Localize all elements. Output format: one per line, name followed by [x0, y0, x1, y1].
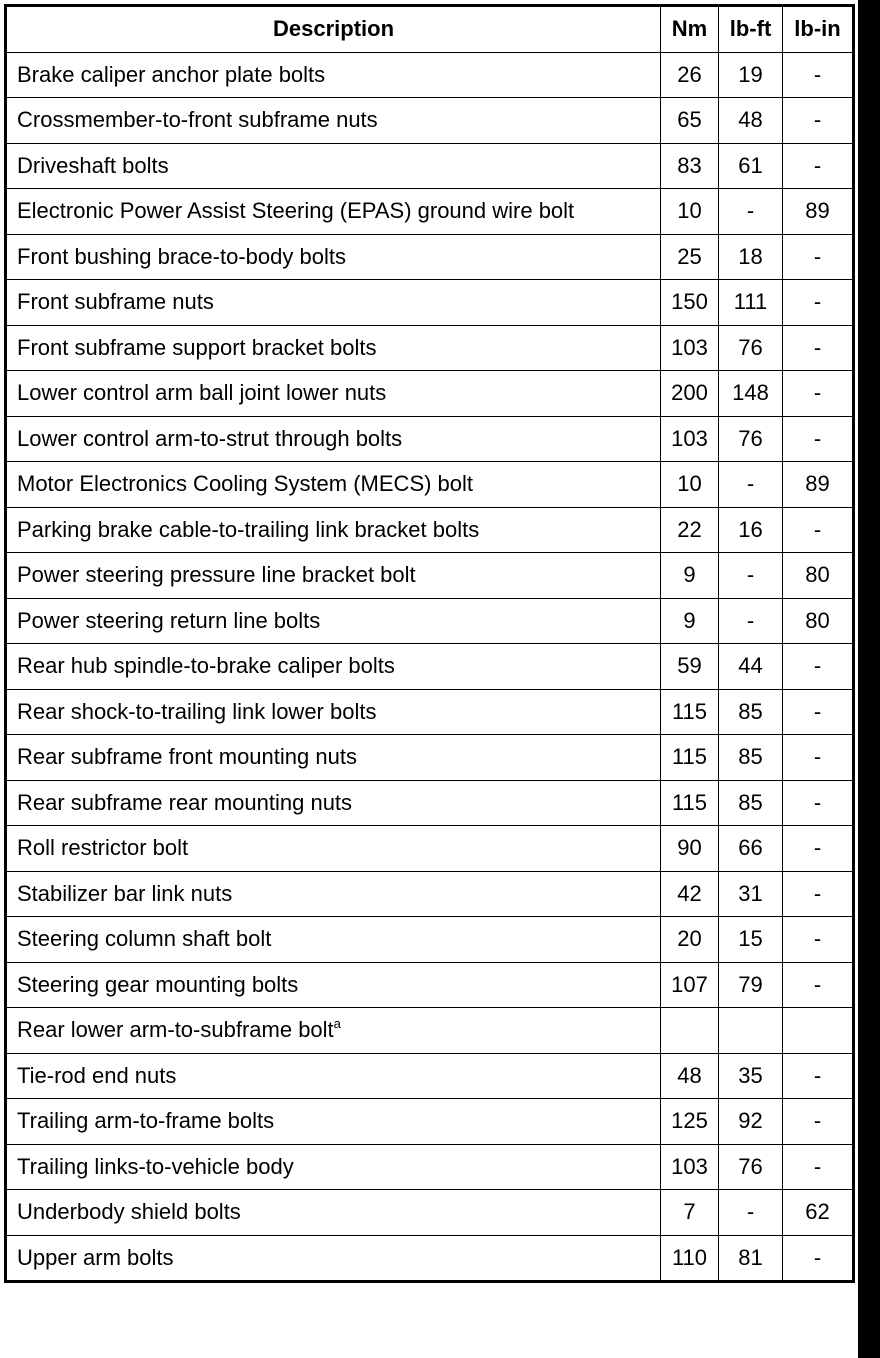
description-text: Tie-rod end nuts [17, 1062, 177, 1088]
cell-lbin: - [783, 52, 854, 98]
table-row [6, 780, 854, 826]
table-row [6, 735, 854, 781]
cell-description [6, 98, 661, 144]
table-row [6, 143, 854, 189]
table-row [6, 1053, 854, 1099]
description-text: Steering column shaft bolt [17, 926, 272, 952]
table-row [6, 1144, 854, 1190]
cell-nm: 103 [661, 1144, 719, 1190]
cell-nm: 103 [661, 416, 719, 462]
description-text: Driveshaft bolts [17, 152, 169, 178]
cell-lbft: 76 [719, 325, 783, 371]
description-text: Crossmember-to-front subframe nuts [17, 107, 378, 133]
table-row [6, 1008, 854, 1054]
cell-description [6, 52, 661, 98]
cell-description [6, 143, 661, 189]
table-row [6, 325, 854, 371]
cell-description [6, 234, 661, 280]
cell-lbin: - [783, 1099, 854, 1145]
cell-lbin: - [783, 280, 854, 326]
cell-lbft: - [719, 598, 783, 644]
cell-nm: 110 [661, 1235, 719, 1282]
cell-nm: 48 [661, 1053, 719, 1099]
cell-nm: 20 [661, 917, 719, 963]
cell-nm: 10 [661, 189, 719, 235]
description-text: Trailing arm-to-frame bolts [17, 1108, 275, 1134]
cell-nm: 200 [661, 371, 719, 417]
cell-nm: 125 [661, 1099, 719, 1145]
cell-lbft: 79 [719, 962, 783, 1008]
cell-lbin: - [783, 507, 854, 553]
table-row [6, 189, 854, 235]
cell-nm: 115 [661, 780, 719, 826]
cell-lbin: - [783, 1053, 854, 1099]
table-row [6, 416, 854, 462]
cell-nm: 10 [661, 462, 719, 508]
cell-nm: 9 [661, 598, 719, 644]
cell-lbft: 76 [719, 416, 783, 462]
page-edge-bar [858, 0, 880, 1358]
cell-description [6, 962, 661, 1008]
cell-nm [661, 1008, 719, 1054]
cell-lbin: - [783, 689, 854, 735]
description-text: Rear hub spindle-to-brake caliper bolts [17, 653, 395, 679]
cell-lbft [719, 1008, 783, 1054]
cell-description [6, 644, 661, 690]
cell-lbft: 85 [719, 735, 783, 781]
cell-lbft: - [719, 1190, 783, 1236]
table-body [6, 52, 854, 1282]
cell-description [6, 826, 661, 872]
description-text: Upper arm bolts [17, 1244, 174, 1270]
cell-nm: 103 [661, 325, 719, 371]
table-row [6, 280, 854, 326]
cell-description [6, 371, 661, 417]
cell-description [6, 553, 661, 599]
cell-lbin: - [783, 735, 854, 781]
cell-nm: 65 [661, 98, 719, 144]
table-row [6, 689, 854, 735]
cell-nm: 42 [661, 871, 719, 917]
table-row [6, 1099, 854, 1145]
cell-description [6, 1099, 661, 1145]
cell-description [6, 871, 661, 917]
cell-description [6, 917, 661, 963]
description-text: Trailing links-to-vehicle body [17, 1153, 294, 1179]
cell-lbft: 76 [719, 1144, 783, 1190]
cell-lbft: 111 [719, 280, 783, 326]
cell-description [6, 1144, 661, 1190]
table-row [6, 234, 854, 280]
header-nm: Nm [661, 6, 719, 53]
description-text: Front subframe nuts [17, 289, 214, 315]
table-row [6, 1235, 854, 1282]
cell-description [6, 189, 661, 235]
cell-lbft: 19 [719, 52, 783, 98]
description-text: Lower control arm ball joint lower nuts [17, 380, 387, 406]
cell-description [6, 507, 661, 553]
cell-lbin: 62 [783, 1190, 854, 1236]
cell-description [6, 416, 661, 462]
description-text: Power steering pressure line bracket bolt [17, 562, 416, 588]
cell-lbin: 80 [783, 598, 854, 644]
description-text: Power steering return line bolts [17, 607, 321, 633]
table-row [6, 826, 854, 872]
cell-lbft: 31 [719, 871, 783, 917]
cell-nm: 115 [661, 735, 719, 781]
cell-lbin: - [783, 780, 854, 826]
cell-nm: 25 [661, 234, 719, 280]
description-text: Rear lower arm-to-subframe bolt [17, 1017, 334, 1043]
cell-nm: 90 [661, 826, 719, 872]
description-text: Parking brake cable-to-trailing link bracket bolts [17, 516, 480, 542]
table-row [6, 644, 854, 690]
cell-lbft: 85 [719, 780, 783, 826]
description-text: Motor Electronics Cooling System (MECS) bolt [17, 471, 474, 497]
cell-description [6, 1053, 661, 1099]
cell-description [6, 462, 661, 508]
header-lbft: lb-ft [719, 6, 783, 53]
cell-lbin: - [783, 826, 854, 872]
cell-lbin: - [783, 98, 854, 144]
cell-lbin: - [783, 917, 854, 963]
description-text: Rear subframe front mounting nuts [17, 744, 357, 770]
description-text: Steering gear mounting bolts [17, 971, 299, 997]
cell-nm: 7 [661, 1190, 719, 1236]
cell-nm: 26 [661, 52, 719, 98]
cell-nm: 115 [661, 689, 719, 735]
cell-nm: 150 [661, 280, 719, 326]
description-text: Rear subframe rear mounting nuts [17, 789, 353, 815]
cell-nm: 83 [661, 143, 719, 189]
cell-lbin: - [783, 143, 854, 189]
cell-description [6, 598, 661, 644]
cell-lbft: 66 [719, 826, 783, 872]
cell-lbin: - [783, 962, 854, 1008]
cell-lbft: 81 [719, 1235, 783, 1282]
cell-lbft: - [719, 553, 783, 599]
cell-description [6, 735, 661, 781]
description-text: Stabilizer bar link nuts [17, 880, 233, 906]
table-row [6, 917, 854, 963]
cell-lbin: - [783, 325, 854, 371]
cell-lbin: - [783, 644, 854, 690]
cell-lbin: - [783, 1235, 854, 1282]
cell-nm: 59 [661, 644, 719, 690]
table-row [6, 871, 854, 917]
cell-lbin: - [783, 871, 854, 917]
cell-lbft: 16 [719, 507, 783, 553]
description-text: Brake caliper anchor plate bolts [17, 61, 326, 87]
table-row [6, 462, 854, 508]
description-text: Front subframe support bracket bolts [17, 334, 377, 360]
cell-lbin [783, 1008, 854, 1054]
cell-lbft: 48 [719, 98, 783, 144]
cell-description [6, 780, 661, 826]
footnote-marker: a [333, 1016, 341, 1032]
table-row [6, 962, 854, 1008]
cell-lbft: - [719, 462, 783, 508]
cell-description [6, 1008, 661, 1054]
cell-lbft: 44 [719, 644, 783, 690]
cell-lbft: 35 [719, 1053, 783, 1099]
cell-nm: 107 [661, 962, 719, 1008]
cell-lbin: - [783, 416, 854, 462]
header-row [6, 6, 854, 53]
cell-lbft: 15 [719, 917, 783, 963]
cell-lbft: - [719, 189, 783, 235]
cell-description [6, 280, 661, 326]
header-description: Description [6, 6, 661, 53]
cell-lbft: 85 [719, 689, 783, 735]
cell-lbin: - [783, 1144, 854, 1190]
table-row [6, 52, 854, 98]
cell-lbft: 18 [719, 234, 783, 280]
description-text: Electronic Power Assist Steering (EPAS) ground wire bolt [17, 198, 575, 224]
cell-nm: 22 [661, 507, 719, 553]
cell-lbft: 148 [719, 371, 783, 417]
torque-spec-table [4, 4, 855, 1283]
table-row [6, 598, 854, 644]
cell-description [6, 1190, 661, 1236]
cell-description [6, 325, 661, 371]
description-text: Roll restrictor bolt [17, 835, 189, 861]
cell-lbin: 89 [783, 189, 854, 235]
table-row [6, 553, 854, 599]
description-text: Rear shock-to-trailing link lower bolts [17, 698, 377, 724]
description-text: Front bushing brace-to-body bolts [17, 243, 346, 269]
cell-lbin: 89 [783, 462, 854, 508]
cell-description [6, 689, 661, 735]
cell-lbft: 61 [719, 143, 783, 189]
description-text: Lower control arm-to-strut through bolts [17, 425, 403, 451]
cell-lbin: 80 [783, 553, 854, 599]
cell-lbin: - [783, 371, 854, 417]
table-row [6, 507, 854, 553]
description-text: Underbody shield bolts [17, 1199, 241, 1225]
cell-nm: 9 [661, 553, 719, 599]
cell-description [6, 1235, 661, 1282]
cell-lbin: - [783, 234, 854, 280]
cell-lbft: 92 [719, 1099, 783, 1145]
table-row [6, 1190, 854, 1236]
table-row [6, 98, 854, 144]
table-row [6, 371, 854, 417]
header-lbin: lb-in [783, 6, 854, 53]
